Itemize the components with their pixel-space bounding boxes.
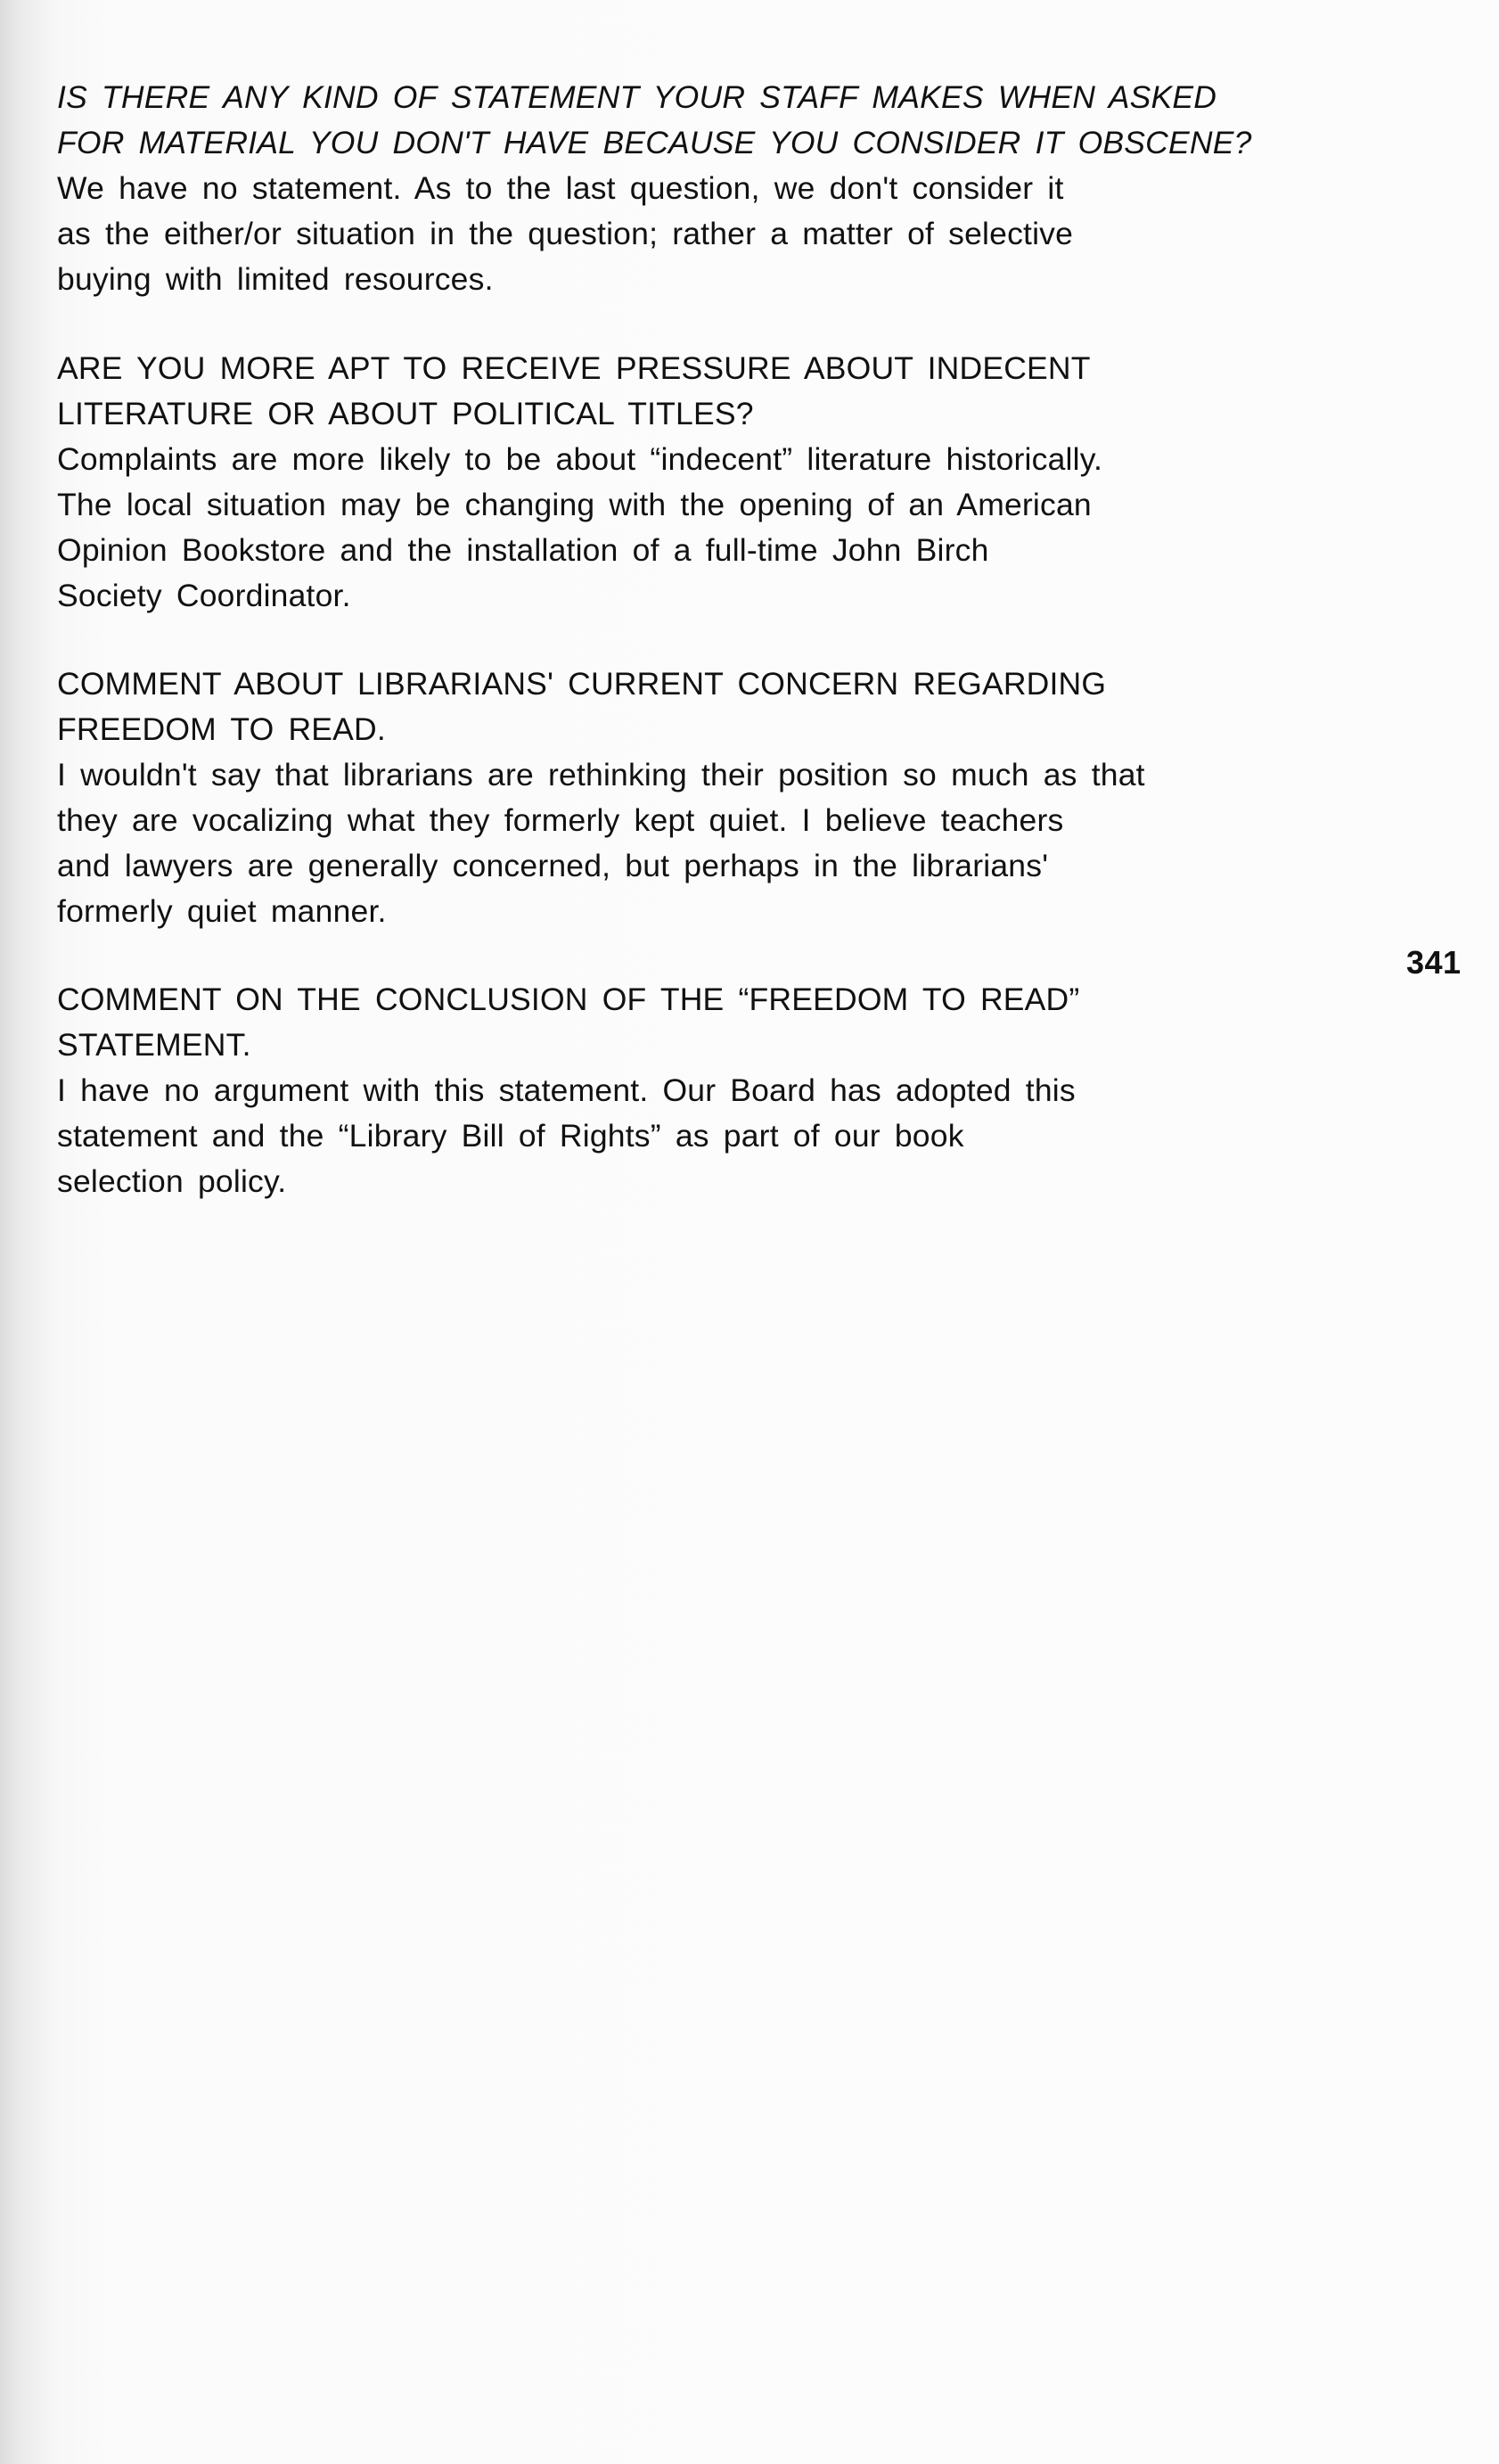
- answer-line: I wouldn't say that librarians are rethinking their position so much as that: [57, 757, 1145, 793]
- qa-section-3: [57, 661, 1269, 934]
- question-line: FREEDOM TO READ.: [57, 711, 386, 747]
- answer-line: and lawyers are generally concerned, but perhaps in the librarians': [57, 848, 1049, 883]
- qa-section-2: [57, 346, 1269, 619]
- question-line: COMMENT ON THE CONCLUSION OF THE “FREEDOM TO READ”: [57, 981, 1080, 1017]
- question-line: STATEMENT.: [57, 1027, 251, 1063]
- answer-line: The local situation may be changing with the opening of an American: [57, 487, 1092, 522]
- answer-4: [57, 1068, 1269, 1204]
- answer-line: selection policy.: [57, 1163, 287, 1199]
- answer-line: Opinion Bookstore and the installation of a full-time John Birch: [57, 532, 989, 568]
- answer-line: they are vocalizing what they formerly kept quiet. I believe teachers: [57, 802, 1064, 838]
- answer-line: formerly quiet manner.: [57, 893, 387, 929]
- question-line: FOR MATERIAL YOU DON'T HAVE BECAUSE YOU CONSIDER IT OBSCENE?: [57, 125, 1252, 160]
- answer-line: We have no statement. As to the last question, we don't consider it: [57, 170, 1064, 206]
- question-4: [57, 977, 1269, 1068]
- question-line: COMMENT ABOUT LIBRARIANS' CURRENT CONCERN REGARDING: [57, 666, 1107, 702]
- answer-line: Complaints are more likely to be about “indecent” literature historically.: [57, 441, 1103, 477]
- answer-line: buying with limited resources.: [57, 261, 494, 297]
- answer-line: as the either/or situation in the question; rather a matter of selective: [57, 216, 1074, 251]
- question-1: [57, 75, 1269, 166]
- question-2: [57, 346, 1269, 437]
- answer-3: [57, 752, 1269, 934]
- answer-line: I have no argument with this statement. Our Board has adopted this: [57, 1072, 1076, 1108]
- qa-section-4: [57, 977, 1269, 1204]
- page-number: 341: [1406, 944, 1462, 981]
- answer-line: Society Coordinator.: [57, 578, 351, 613]
- question-line: ARE YOU MORE APT TO RECEIVE PRESSURE ABOUT INDECENT: [57, 350, 1091, 386]
- question-line: IS THERE ANY KIND OF STATEMENT YOUR STAFF MAKES WHEN ASKED: [57, 79, 1217, 115]
- answer-2: [57, 437, 1269, 619]
- answer-line: statement and the “Library Bill of Rights” as part of our book: [57, 1118, 964, 1154]
- question-line: LITERATURE OR ABOUT POLITICAL TITLES?: [57, 396, 754, 431]
- answer-1: [57, 166, 1269, 302]
- qa-section-1: [57, 75, 1269, 302]
- question-3: [57, 661, 1269, 752]
